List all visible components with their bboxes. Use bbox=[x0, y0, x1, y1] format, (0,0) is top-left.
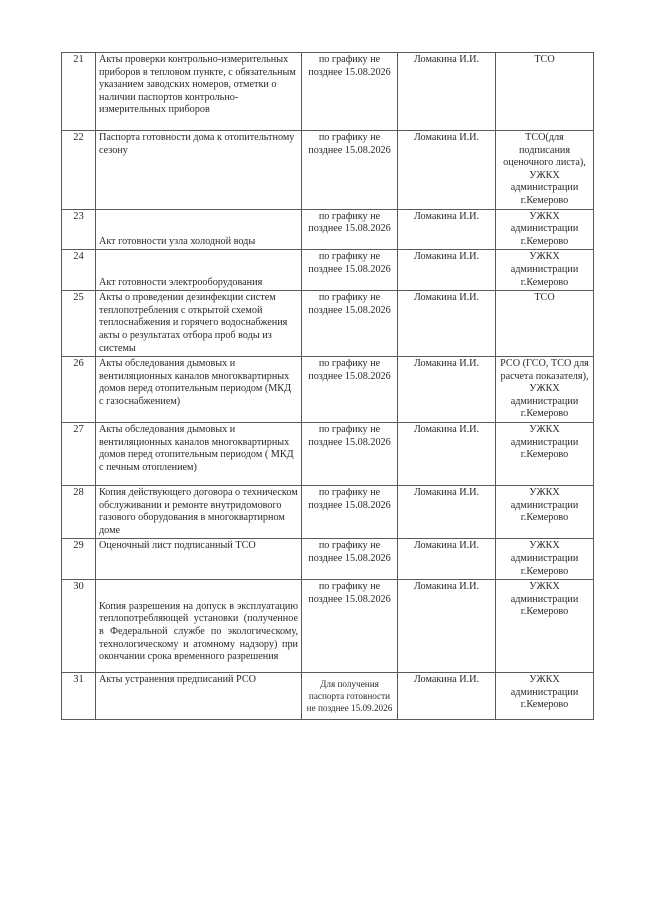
row-number: 25 bbox=[62, 291, 96, 357]
row-deadline: по графику не позднее 15.08.2026 bbox=[302, 53, 398, 131]
table-row bbox=[62, 580, 594, 673]
row-responsible: УЖКХ администрации г.Кемерово bbox=[496, 250, 594, 291]
row-description: Акты проверки контрольно-измерительных приборов в тепловом пункте, с обязательным указанием заводских номеров, отметки о наличии паспортов контрольно-измерительных приборов bbox=[96, 53, 302, 131]
row-person: Ломакина И.И. bbox=[398, 357, 496, 423]
row-person: Ломакина И.И. bbox=[398, 250, 496, 291]
row-deadline: по графику не позднее 15.08.2026 bbox=[302, 209, 398, 250]
table-row bbox=[62, 539, 594, 580]
row-description-text: Копия разрешения на допуск в эксплуатацию теплопотребляющей установки (полученное в Федеральной службе по экологическому, технологическому и атомному надзору) при окончании срока временного разрешения bbox=[99, 600, 298, 663]
table-row bbox=[62, 53, 594, 131]
row-number: 23 bbox=[62, 209, 96, 250]
row-responsible: ТСО bbox=[496, 53, 594, 131]
row-description: Акт готовности узла холодной воды bbox=[96, 209, 302, 250]
row-deadline: по графику не позднее 15.08.2026 bbox=[302, 539, 398, 580]
row-responsible: ТСО bbox=[496, 291, 594, 357]
requirements-table bbox=[61, 52, 594, 720]
row-responsible: ТСО(для подписания оценочного листа), УЖКХ администрации г.Кемерово bbox=[496, 131, 594, 210]
row-number: 29 bbox=[62, 539, 96, 580]
row-number: 24 bbox=[62, 250, 96, 291]
row-person: Ломакина И.И. bbox=[398, 291, 496, 357]
table-row bbox=[62, 131, 594, 210]
row-deadline: Для получения паспорта готовности не позднее 15.09.2026 bbox=[302, 673, 398, 720]
row-person: Ломакина И.И. bbox=[398, 423, 496, 486]
table-row bbox=[62, 486, 594, 539]
row-person: Ломакина И.И. bbox=[398, 53, 496, 131]
row-number: 27 bbox=[62, 423, 96, 486]
row-description: Акты обследования дымовых и вентиляционных каналов многоквартирных домов перед отопительным периодом (МКД с газоснабжением) bbox=[96, 357, 302, 423]
table-row bbox=[62, 673, 594, 720]
row-deadline: по графику не позднее 15.08.2026 bbox=[302, 291, 398, 357]
row-deadline: по графику не позднее 15.08.2026 bbox=[302, 250, 398, 291]
row-deadline: по графику не позднее 15.08.2026 bbox=[302, 580, 398, 673]
table-row bbox=[62, 291, 594, 357]
row-number: 31 bbox=[62, 673, 96, 720]
table-row bbox=[62, 209, 594, 250]
row-person: Ломакина И.И. bbox=[398, 580, 496, 673]
row-responsible: УЖКХ администрации г.Кемерово bbox=[496, 580, 594, 673]
row-person: Ломакина И.И. bbox=[398, 539, 496, 580]
row-responsible: УЖКХ администрации г.Кемерово bbox=[496, 539, 594, 580]
cell-spacer bbox=[99, 589, 298, 601]
row-number: 30 bbox=[62, 580, 96, 673]
row-description: Акты обследования дымовых и вентиляционных каналов многоквартирных домов перед отопительным периодом ( МКД с печным отоплением) bbox=[96, 423, 302, 486]
row-person: Ломакина И.И. bbox=[398, 209, 496, 250]
row-number: 21 bbox=[62, 53, 96, 131]
row-description: Акты устранения предписаний РСО bbox=[96, 673, 302, 720]
table-row bbox=[62, 250, 594, 291]
table-row bbox=[62, 357, 594, 423]
row-number: 26 bbox=[62, 357, 96, 423]
row-description: Оценочный лист подписанный ТСО bbox=[96, 539, 302, 580]
row-responsible: УЖКХ администрации г.Кемерово bbox=[496, 673, 594, 720]
row-deadline: по графику не позднее 15.08.2026 bbox=[302, 357, 398, 423]
row-description: Акт готовности электрооборудования bbox=[96, 250, 302, 291]
row-deadline: по графику не позднее 15.08.2026 bbox=[302, 486, 398, 539]
row-number: 28 bbox=[62, 486, 96, 539]
table-row bbox=[62, 423, 594, 486]
row-person: Ломакина И.И. bbox=[398, 486, 496, 539]
row-description: Паспорта готовности дома к отопительтному сезону bbox=[96, 131, 302, 210]
row-person: Ломакина И.И. bbox=[398, 131, 496, 210]
row-responsible: УЖКХ администрации г.Кемерово bbox=[496, 486, 594, 539]
row-responsible: УЖКХ администрации г.Кемерово bbox=[496, 423, 594, 486]
row-description: Акты о проведении дезинфекции систем теплопотребления с открытой схемой теплоснабжения и горячего водоснабжения акты о результатах отбора проб воды из системы bbox=[96, 291, 302, 357]
row-deadline: по графику не позднее 15.08.2026 bbox=[302, 423, 398, 486]
row-person: Ломакина И.И. bbox=[398, 673, 496, 720]
row-responsible: УЖКХ администрации г.Кемерово bbox=[496, 209, 594, 250]
row-deadline: по графику не позднее 15.08.2026 bbox=[302, 131, 398, 210]
row-description: Копия действующего договора о техническом обслуживании и ремонте внутридомового газового оборудования в многоквартирном доме bbox=[96, 486, 302, 539]
row-description bbox=[96, 580, 302, 673]
row-responsible: РСО (ГСО, ТСО для расчета показателя), УЖКХ администрации г.Кемерово bbox=[496, 357, 594, 423]
row-number: 22 bbox=[62, 131, 96, 210]
